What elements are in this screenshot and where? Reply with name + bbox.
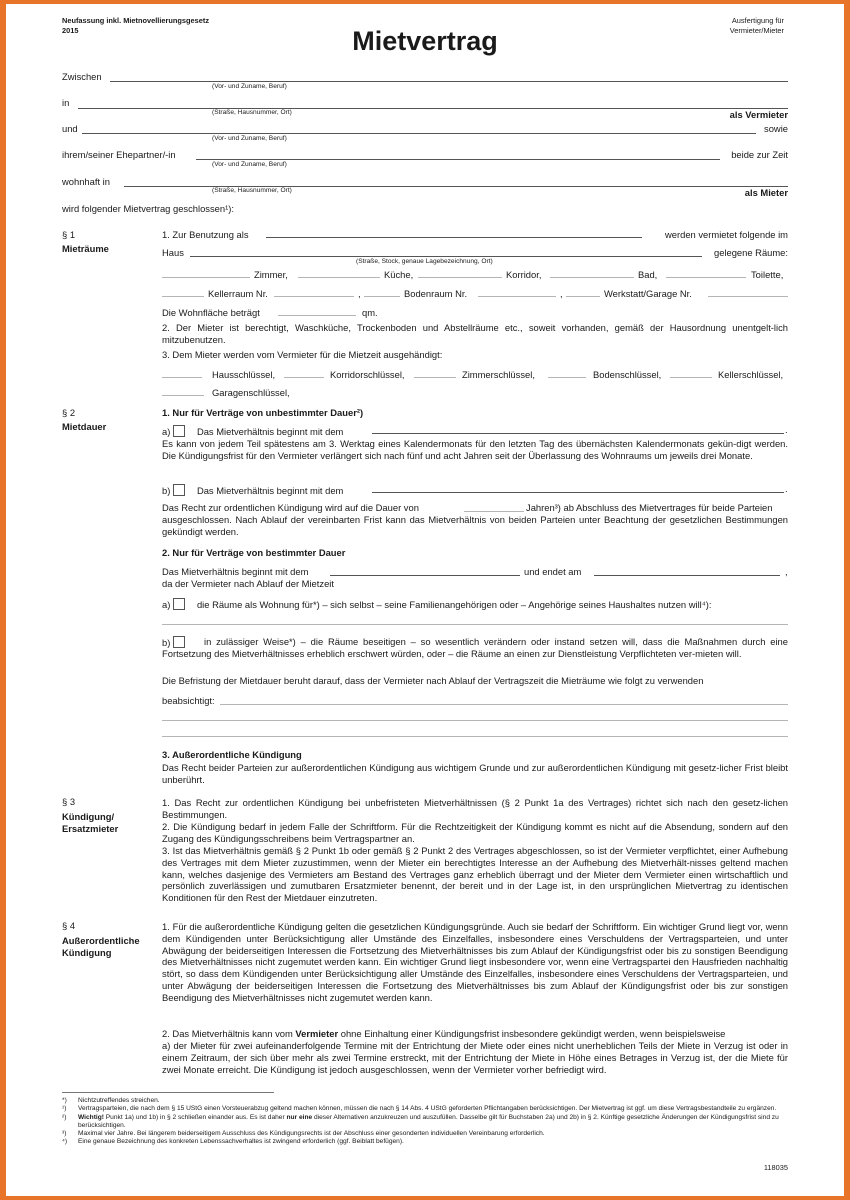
field-garage-count[interactable]: [566, 296, 600, 297]
label-wohnflaeche: Die Wohnfläche beträgt: [162, 307, 260, 318]
footnote-item: ³) Maximal vier Jahre. Bei längerem beiderseitigem Ausschluss des Kündigungsrechts ist der Abschluss einer gesonderten individuellen Vereinbarung erforderlich.: [62, 1130, 545, 1138]
footnote-item: *) Nichtzutreffendes streichen.: [62, 1097, 160, 1104]
s2-1a-label: a): [162, 426, 171, 437]
copy-note: Ausfertigung für Vermieter/Mieter: [729, 16, 784, 35]
label-gelegene: gelegene Räume:: [713, 247, 788, 258]
conclusion-text: wird folgender Mietvertrag geschlossen¹):: [62, 203, 234, 214]
form-code: 118035: [763, 1163, 788, 1172]
footnote-item: ⁴) Eine genaue Bezeichnung des konkreten Lebenssachverhaltes ist zwingend erforderlich (ggf. Beiblatt befügen).: [62, 1138, 404, 1146]
label-wohnhaft: wohnhaft in: [62, 176, 110, 187]
revision-note: Neufassung inkl. Mietnovellierungsgesetz 2015: [62, 16, 210, 35]
checkbox-1a[interactable]: [173, 425, 185, 437]
s2-befristung: Die Befristung der Mietdauer beruht darauf, dass der Vermieter nach Ablauf der Vertragszeit die Mieträume wie folgt zu verwenden: [162, 675, 704, 686]
field-corridor-keys[interactable]: [284, 377, 324, 378]
s2-1b-para-jahre: Jahren³) ab Abschluss des Mietvertrages für beide Parteien: [526, 502, 773, 513]
key-cellar: Kellerschlüssel,: [718, 369, 784, 380]
label-zwischen: Zwischen: [62, 71, 102, 82]
field-bath-count[interactable]: [550, 277, 634, 278]
label-haus: Haus: [162, 247, 184, 258]
section-3-title: Kündigung/ Ersatzmieter: [62, 811, 119, 834]
s2-2b-label: b): [162, 637, 171, 648]
label-qm: qm.: [362, 307, 378, 318]
hint-address-1: (Straße, Hausnummer, Ort): [212, 109, 292, 116]
checkbox-1b[interactable]: [173, 484, 185, 496]
s2-1a-option[interactable]: [162, 425, 343, 437]
s1-paragraph-3: 3. Dem Mieter werden vom Vermieter für die Mietzeit ausgehändigt:: [162, 349, 443, 360]
hint-name-3: (Vor- und Zuname, Beruf): [212, 161, 287, 168]
field-landlord-address[interactable]: [78, 108, 788, 109]
comma-1: ,: [358, 288, 361, 299]
section-3-number: § 3: [62, 796, 76, 807]
s2-2b-paragraph: in zulässiger Weise*) – die Räume beseitigen – so wesentlich verändern oder instand setzen will, dass die Maßnahmen durch eine Fortsetzung des Mietverhältnisses erheblich erschwert würden, oder – die Räume an einen zur Dienstleistung Verpflichteten ver-mieten will.: [162, 636, 788, 659]
s2-1b-text: Das Mietverhältnis beginnt mit dem: [196, 485, 344, 496]
key-attic: Bodenschlüssel,: [593, 369, 662, 380]
section-1-title: Mieträume: [62, 243, 109, 254]
label-sowie: sowie: [764, 123, 788, 134]
label-beide: beide zur Zeit: [731, 149, 788, 160]
field-partner-name[interactable]: [196, 159, 720, 160]
contract-page: [6, 4, 844, 1196]
s2-since: da der Vermieter nach Ablauf der Mietzeit: [162, 578, 334, 589]
field-room-keys[interactable]: [414, 377, 456, 378]
label-in: in: [62, 97, 70, 108]
label-als-mieter: als Mieter: [744, 187, 788, 198]
label-als-vermieter: als Vermieter: [729, 109, 788, 120]
field-fixed-start[interactable]: [330, 575, 520, 576]
s2-1b-dot: .: [785, 483, 788, 494]
field-toilet-count[interactable]: [666, 277, 746, 278]
field-intended-use-2[interactable]: [162, 720, 788, 721]
s1-paragraph-2: 2. Der Mieter ist berechtigt, Waschküche, Trockenboden und Abstellräume etc., soweit vorhanden, gemäß der Hausordnung unentgelt-lich mitzubenutzen.: [162, 322, 788, 345]
checkbox-2a[interactable]: [173, 598, 185, 610]
s2-1a-text: Das Mietverhältnis beginnt mit dem: [196, 426, 344, 437]
key-house: Hausschlüssel,: [212, 369, 276, 380]
field-2a-purpose[interactable]: [162, 624, 788, 625]
section-1-number: § 1: [62, 229, 76, 240]
field-attic-count[interactable]: [364, 296, 400, 297]
s2-paragraph-3: Das Recht beider Parteien zur außerordentlichen Kündigung aus wichtigem Grunde und zur außerordentlichen Kündigung mit gesetz-licher Frist bleibt unberührt.: [162, 762, 788, 785]
field-intended-use-1[interactable]: [220, 704, 788, 705]
key-garage: Garagenschlüssel,: [212, 387, 290, 398]
s2-heading-1: 1. Nur für Verträge von unbestimmter Dauer²): [162, 407, 364, 418]
field-kitchen-count[interactable]: [298, 277, 380, 278]
comma-2: ,: [560, 288, 563, 299]
key-room: Zimmerschlüssel,: [462, 369, 535, 380]
s2-begins: Das Mietverhältnis beginnt mit dem: [162, 566, 309, 577]
field-start-date-1b[interactable]: [372, 492, 784, 493]
s2-beabsichtigt: beabsichtigt:: [162, 695, 215, 706]
label-und: und: [62, 123, 78, 134]
key-corridor: Korridorschlüssel,: [330, 369, 405, 380]
footnote-item: ²) Wichtig! Punkt 1a) und 1b) in § 2 schließen einander aus. Es ist daher nur eine dieser Alternativen anzukreuzen und auszufüllen. Dasselbe gilt für Buchstaben 2a) und 2b) in § 2. Künftige gesetzliche Änderungen der Kündigungsfrist sind zu berücksichtigen.: [62, 1113, 779, 1129]
s3-paragraph-1: 1. Das Recht zur ordentlichen Kündigung bei unbefristeten Mietverhältnissen (§ 2 Punkt 1a des Vertrages) richtet sich nach den gesetz-lichen Bestimmungen.: [162, 797, 788, 820]
hint-address-2: (Straße, Hausnummer, Ort): [212, 187, 292, 194]
field-intended-use-3[interactable]: [162, 736, 788, 737]
field-attic-keys[interactable]: [548, 377, 586, 378]
footnote-item: ¹) Vertragsparteien, die nach dem § 15 UStG einen Vorsteuerabzug geltend machen können, müssen die nach § 14 Abs. 4 UStG geforderten Pflichtangaben berücksichtigen. Der Mietvertrag ist ggf. um diese Vertragsbestandteile zu ergänzen.: [62, 1105, 777, 1113]
field-tenant-name[interactable]: [82, 133, 756, 134]
field-cellar-keys[interactable]: [670, 377, 712, 378]
field-start-date-1a[interactable]: [372, 433, 784, 434]
s4-paragraph-2: 2. Das Mietverhältnis kann vom Vermieter ohne Einhaltung einer Kündigungsfrist insbesondere gekündigt werden, wenn beispielsweise: [162, 1028, 726, 1039]
label-korridor: Korridor,: [506, 269, 542, 280]
field-years[interactable]: [464, 511, 524, 512]
section-4-title: Außerordentliche Kündigung: [62, 935, 140, 958]
s3-paragraph-2: 2. Die Kündigung bedarf in jedem Falle der Schriftform. Für die Rechtzeitigkeit der Kündigung kommt es nicht auf die Absendung, sondern auf den Zugang des Kündigungsschreibens beim Vertragspartner an.: [162, 821, 788, 844]
footnote-divider: [62, 1092, 274, 1093]
s2-ends-comma: ,: [785, 566, 788, 577]
s4-paragraph-2a: a) der Mieter für zwei aufeinanderfolgende Termine mit der Entrichtung der Miete oder eines nicht unerheblichen Teils der Miete in Verzug ist oder in einem Zeitraum, der sich über mehr als zwei Termine erstreckt, mit der Entrichtung der Miete in Höhe eines Betrages in Verzug ist, der die Miete für zwei Monate erreicht. Die Kündigung ist jedoch ausgeschlossen, wenn der Vermieter vorher befriedigt wird.: [162, 1040, 788, 1075]
field-corridor-count[interactable]: [418, 277, 502, 278]
s2-1b-para-start: Das Recht zur ordentlichen Kündigung wird auf die Dauer von: [162, 502, 419, 513]
s1-p1-start: 1. Zur Benutzung als: [162, 229, 249, 240]
s2-2a-text: die Räume als Wohnung für*) – sich selbst – seine Familienangehörigen oder – Angehörige seines Haushaltes nutzen will⁴):: [196, 599, 712, 610]
field-area[interactable]: [278, 315, 356, 316]
s2-1b-option[interactable]: [162, 484, 343, 496]
hint-house: (Straße, Stock, genaue Lagebezeichnung, Ort): [356, 258, 493, 265]
hint-name-2: (Vor- und Zuname, Beruf): [212, 135, 287, 142]
section-2-number: § 2: [62, 407, 76, 418]
field-cellar-count[interactable]: [162, 296, 204, 297]
label-kueche: Küche,: [384, 269, 414, 280]
field-attic-number[interactable]: [478, 296, 556, 297]
field-landlord-name[interactable]: [110, 81, 788, 82]
field-garage-keys[interactable]: [162, 395, 204, 396]
label-bad: Bad,: [638, 269, 658, 280]
label-toilette: Toilette,: [751, 269, 784, 280]
label-zimmer: Zimmer,: [254, 269, 288, 280]
field-garage-number[interactable]: [708, 296, 788, 297]
s2-1b-paragraph: ausgeschlossen. Nach Ablauf der vereinbarten Frist kann das Mietverhältnis von beiden Parteien unter Beachtung der gesetzlichen Bestimmungen gekündigt werden.: [162, 514, 788, 537]
field-rooms-count[interactable]: [162, 277, 250, 278]
s1-p1-end: werden vermietet folgende im: [665, 229, 788, 240]
field-cellar-number[interactable]: [274, 296, 354, 297]
section-2-title: Mietdauer: [62, 421, 107, 432]
hint-name-1: (Vor- und Zuname, Beruf): [212, 83, 287, 90]
s2-ends: und endet am: [524, 566, 582, 577]
label-werkstatt: Werkstatt/Garage Nr.: [604, 288, 692, 299]
page-title: Mietvertrag: [352, 26, 498, 56]
label-keller: Kellerraum Nr.: [208, 288, 268, 299]
s2-1a-paragraph: Es kann von jedem Teil spätestens am 3. Werktag eines Kalendermonats für den letzten Tag des übernächsten Kalendermonats gekün-digt werden. Die Kündigungsfrist für den Vermieter verlängert sich nach fünf und acht Jahren seit der Überlassung des Wohnraums um jeweils drei Monate.: [162, 438, 788, 461]
label-partner: ihrem/seiner Ehepartner/-in: [62, 149, 176, 160]
s2-heading-2: 2. Nur für Verträge von bestimmter Dauer: [162, 547, 346, 558]
s2-1b-label: b): [162, 485, 171, 496]
s2-1a-dot: .: [785, 424, 788, 435]
s4-paragraph-1: 1. Für die außerordentliche Kündigung gelten die gesetzlichen Kündigungsgründe. Auch sie bedarf der Schriftform. Ein wichtiger Grund liegt vor, wenn dem Kündigenden unter Berücksichtigung aller Umstände des Einzelfalles, insbesondere eines Verschuldens der Vertragsparteien, und unter Abwägung der beiderseitigen Interessen die Fortsetzung des Mietverhältnisses bis zum Ablauf der Kündigungsfrist oder bis zu sonstigen Beendigung des Mietverhältnisses nicht zugemutet werden kann. Ein wichtiger Grund liegt insbesondere vor, wenn eine Vertragspartei den Hausfrieden nachhaltig stört, so dass dem Kündigenden unter Berücksichtigung aller Umstände des Einzelfalles, insbesondere eines Verschuldens der Vertragsparteien, und unter Abwägung der beiderseitigen Interessen die Fortsetzung des Mietverhältnisses bis zum Ablauf der Kündigungsfrist oder bis zur sonstigen Beendigung des Mietverhältnisses nicht zugemutet werden kann.: [162, 921, 788, 1003]
field-fixed-end[interactable]: [594, 575, 780, 576]
footnotes: [62, 1097, 788, 1147]
label-boden: Bodenraum Nr.: [404, 288, 468, 299]
s2-2a-label: a): [162, 599, 171, 610]
s2-2a-option[interactable]: [162, 598, 712, 610]
s2-heading-3: 3. Außerordentliche Kündigung: [162, 749, 302, 760]
field-house-keys[interactable]: [162, 377, 202, 378]
s4-landlord-bold: Vermieter: [295, 1028, 339, 1039]
field-house[interactable]: [190, 256, 702, 257]
s3-paragraph-3: 3. Ist das Mietverhältnis gemäß § 2 Punkt 1b oder gemäß § 2 Punkt 2 des Vertrages abgeschlossen, so ist der Vermieter verpflichtet, einer Aufhebung des Vertrages mit dem Mieter zuzustimmen, wenn der Mieter ein berechtigtes Interesse an der Aufhebung des Mietverhält-nisses geltend machen kann, welches dasjenige des Vermieters am Bestand des Vertrages ganz erheblich überragt und der Mieter dem Vermieter einen wirtschaftlich und persönlich zuverlässigen und zumutbaren Ersatzmieter benennt, der bereit und in der Lage ist, in den ursprünglichen Mietvertrag zu identischen Konditionen für den Rest der Mietdauer einzutreten.: [162, 845, 788, 904]
section-4-number: § 4: [62, 920, 76, 931]
field-usage[interactable]: [266, 237, 642, 238]
